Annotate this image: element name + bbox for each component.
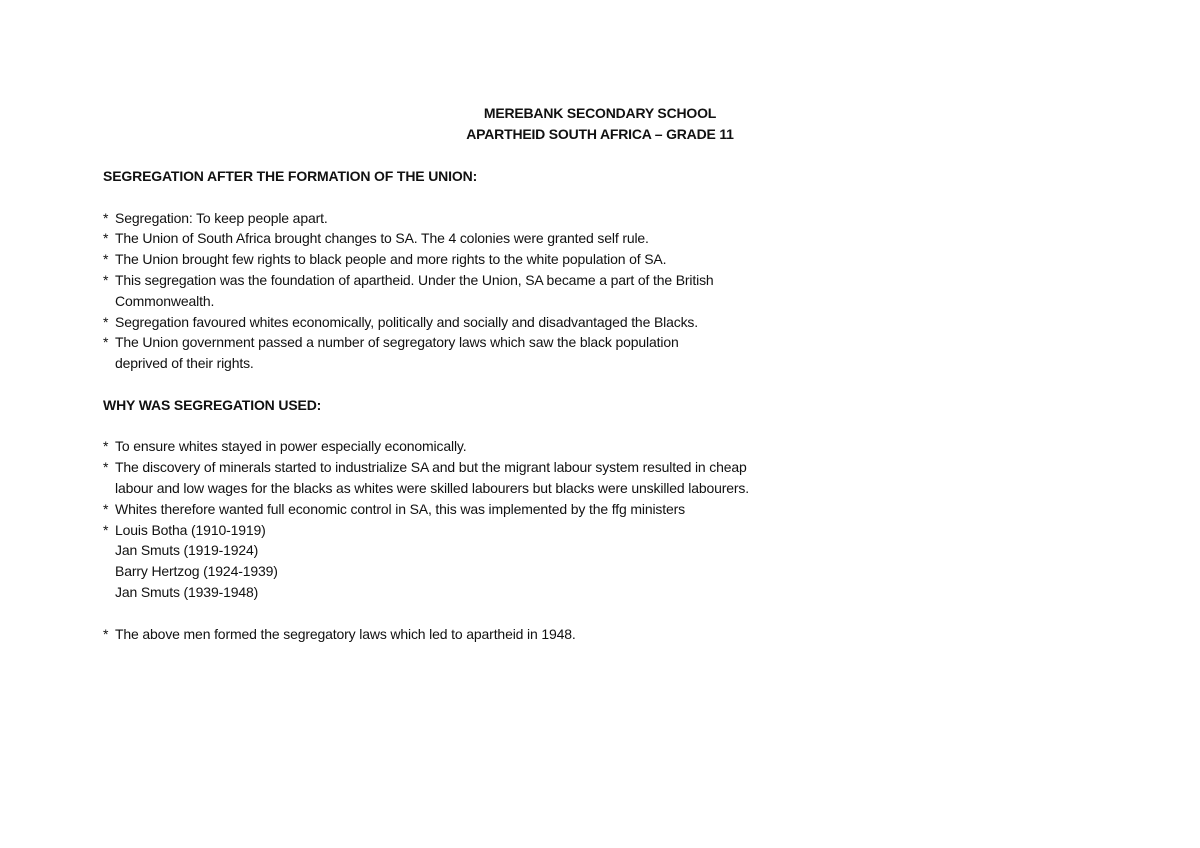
bullet-star: * [103, 438, 109, 455]
minister-entry: Barry Hertzog (1924-1939) [115, 563, 278, 580]
bullet-text: Segregation: To keep people apart. [115, 209, 328, 226]
bullet-text: The Union brought few rights to black people and more rights to the white population of SA. [115, 251, 667, 268]
document-header [430, 103, 770, 145]
minister-entry: Jan Smuts (1939-1948) [115, 583, 259, 600]
bullet-item [103, 312, 745, 333]
bullet-item [103, 208, 763, 229]
document-title: APARTHEID SOUTH AFRICA – GRADE 11 [466, 126, 734, 142]
closing-list [103, 624, 763, 645]
minister-entry: Jan Smuts (1919-1924) [115, 542, 259, 559]
minister-entry: Louis Botha (1910-1919) [115, 521, 266, 538]
bullet-star: * [103, 209, 109, 226]
document-body [103, 166, 763, 644]
bullet-star: * [103, 459, 109, 476]
bullet-star: * [103, 230, 109, 247]
section-heading-union: SEGREGATION AFTER THE FORMATION OF THE UNION: [103, 168, 478, 184]
bullet-star: * [103, 500, 109, 517]
spacer [103, 603, 763, 624]
bullet-item [103, 249, 743, 270]
union-bullet-list [103, 208, 763, 374]
bullet-item [103, 457, 755, 499]
bullet-star: * [103, 334, 109, 351]
spacer [103, 187, 763, 208]
bullet-text: This segregation was the foundation of apartheid. Under the Union, SA became a part of the British Commonwealth. [115, 271, 714, 309]
bullet-text: The Union of South Africa brought changes to SA. The 4 colonies were granted self rule. [115, 230, 649, 247]
bullet-star: * [103, 521, 109, 538]
bullet-text: Whites therefore wanted full economic control in SA, this was implemented by the ffg ministers [115, 500, 686, 517]
bullet-item [103, 499, 727, 520]
bullet-item [103, 436, 763, 457]
school-name: MEREBANK SECONDARY SCHOOL [483, 105, 717, 121]
spacer [103, 416, 763, 437]
bullet-star: * [103, 251, 109, 268]
why-bullet-list [103, 436, 763, 602]
bullet-star: * [103, 271, 109, 288]
bullet-text: The discovery of minerals started to industrialize SA and but the migrant labour system resulted in cheap labour and low wages for the blacks as whites were skilled labourers but blacks were unskilled labourers. [115, 459, 750, 496]
bullet-star: * [103, 313, 109, 330]
bullet-item [103, 270, 755, 312]
bullet-item [103, 624, 763, 645]
spacer [103, 374, 763, 395]
bullet-star: * [103, 625, 109, 642]
bullet-item [103, 332, 705, 374]
bullet-text: To ensure whites stayed in power especially economically. [115, 438, 467, 455]
bullet-item [103, 228, 763, 249]
bullet-text: The Union government passed a number of segregatory laws which saw the black population deprived of their rights. [115, 334, 679, 372]
minister-list-item [103, 520, 763, 603]
section-heading-why: WHY WAS SEGREGATION USED: [103, 396, 322, 413]
closing-text: The above men formed the segregatory laws which led to apartheid in 1948. [115, 625, 576, 642]
bullet-text: Segregation favoured whites economically, politically and socially and disadvantaged the Blacks. [115, 313, 699, 330]
